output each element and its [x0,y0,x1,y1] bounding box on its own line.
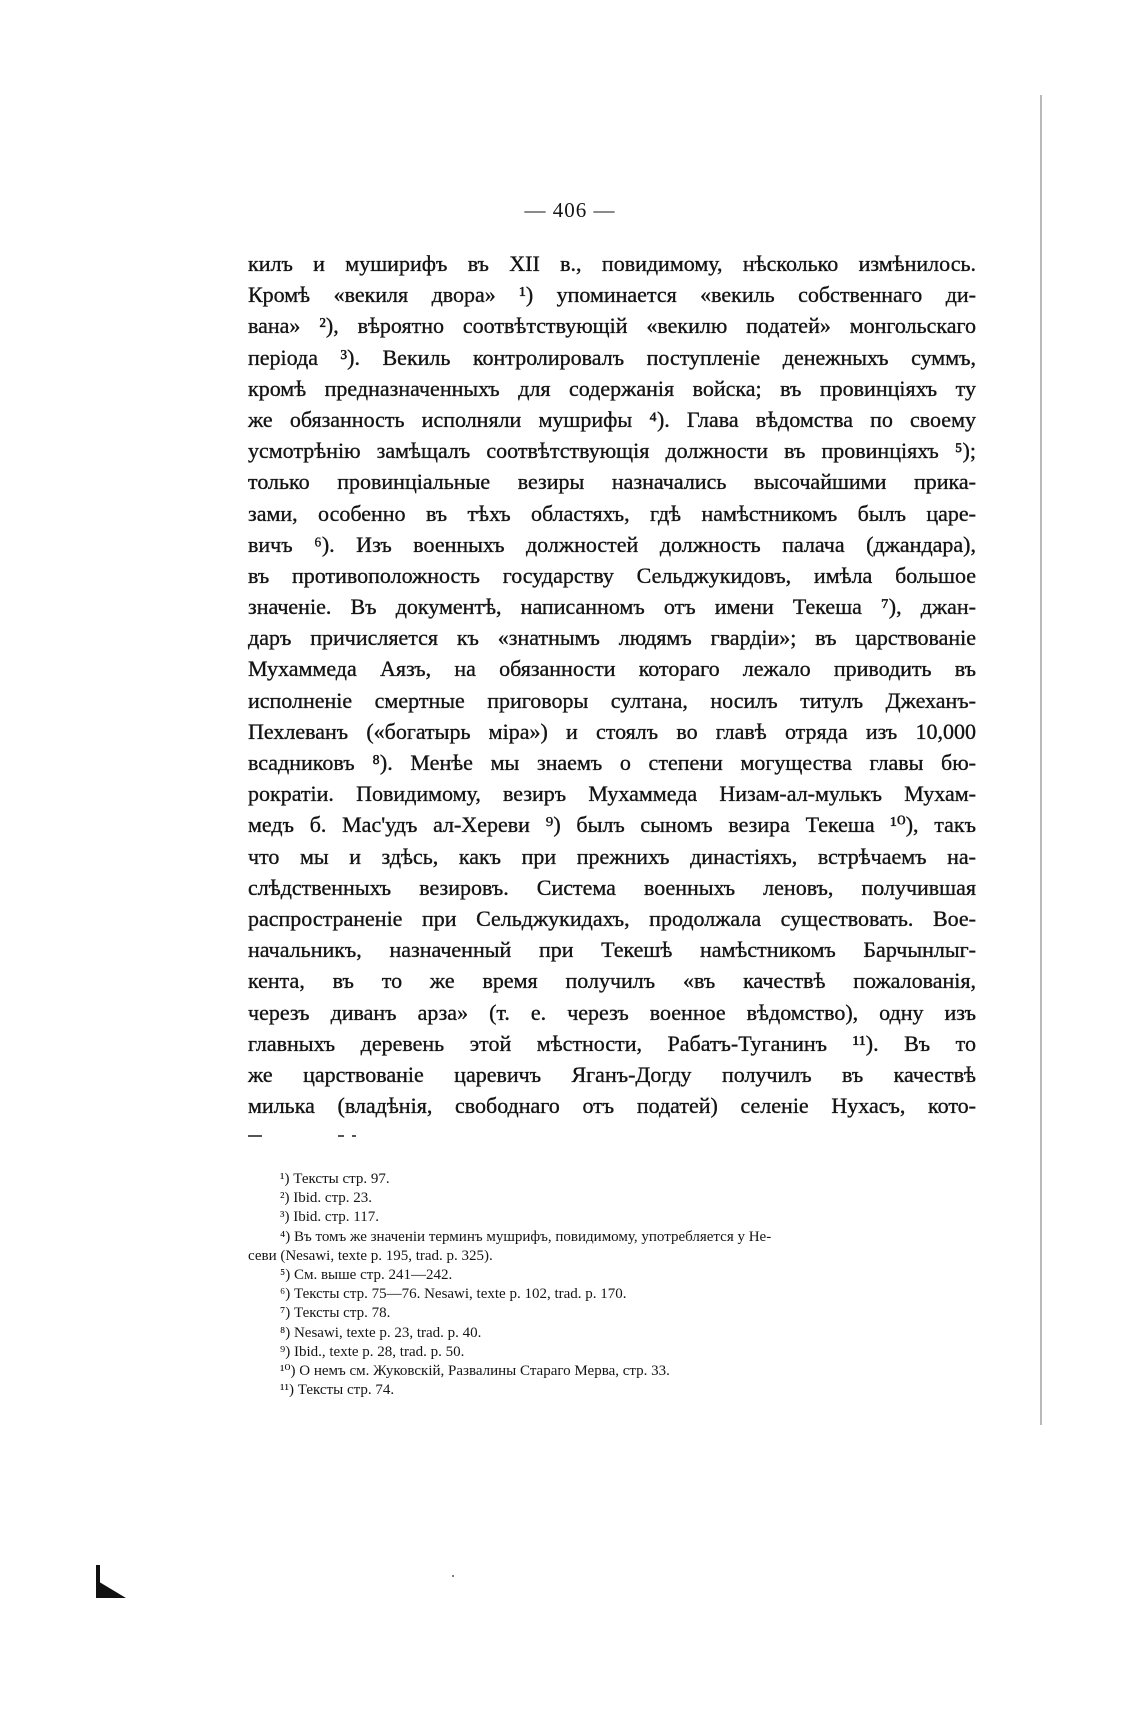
text-line: же царствованіе царевичъ Яганъ-Догду получилъ въ качествѣ [248,1061,976,1087]
text-line: милька (владѣнія, свободнаго отъ податей) селеніе Нухасъ, кото- [248,1093,976,1119]
footnote: ⁹) Ibid., texte p. 28, trad. p. 50. [280,1343,465,1360]
footnote: ⁷) Тексты стр. 78. [280,1305,391,1322]
footnote-continuation: севи (Nesawi, texte p. 195, trad. p. 325). [248,1247,493,1264]
footnote: ⁵) См. выше стр. 241—242. [280,1266,453,1283]
footnote: ²) Ibid. стр. 23. [280,1190,373,1207]
text-line: распространеніе при Сельджукидахъ, продолжала существовать. Вое- [248,905,976,931]
footnote: ⁴) Въ томъ же значеніи терминъ мушрифъ, повидимому, употребляется у Не- [280,1228,772,1245]
text-line: рократіи. Повидимому, везиръ Мухаммеда Низам-ал-мулькъ Мухам- [248,781,976,807]
footnote: ³) Ibid. стр. 117. [280,1209,379,1226]
page-number: — 406 — [524,198,616,222]
text-line: усмотрѣнію замѣщалъ соотвѣтствующія должности въ провинціяхъ ⁵); [248,438,976,464]
text-line: Кромѣ «векиля двора» ¹) упоминается «векиль собственнаго ди- [248,282,976,308]
scan-corner-triangle [96,1580,126,1598]
text-line: только провинціальные везиры назначались высочайшими прика- [248,469,976,495]
text-line: періода ³). Векиль контролировалъ поступленіе денежныхъ суммъ, [248,344,976,370]
footnote: ¹⁰) О немъ см. Жуковскій, Развалины Стараго Мерва, стр. 33. [280,1362,670,1379]
text-line: въ противоположность государству Сельджукидовъ, имѣла большое [248,562,976,588]
footnotes [248,1170,976,1400]
text-line: черезъ диванъ арза» (т. е. черезъ военное вѣдомство), одну изъ [248,999,976,1025]
text-line: всадниковъ ⁸). Менѣе мы знаемъ о степени могущества главы бю- [248,750,976,775]
text-line: главныхъ деревень этой мѣстности, Рабатъ-Туганинъ ¹¹). Въ то [248,1030,976,1056]
footnote: ¹) Тексты стр. 97. [280,1171,390,1187]
text-line: кромѣ предназначенныхъ для содержанія войска; въ провинціяхъ ту [248,375,976,401]
footnote: ⁸) Nesawi, texte p. 23, trad. p. 40. [280,1324,482,1341]
text-line: кента, въ то же время получилъ «въ качествѣ пожалованія, [248,968,976,994]
text-line: зами, особенно въ тѣхъ областяхъ, гдѣ намѣстникомъ былъ царе- [248,500,976,526]
page-edge-rule [1040,95,1042,1425]
text-line: вана» ²), вѣроятно соотвѣтствующій «векилю податей» монгольскаго [248,313,976,339]
footnote-separator [248,1135,368,1139]
text-line: что мы и здѣсь, какъ при прежнихъ династіяхъ, встрѣчаемъ на- [248,843,976,869]
text-line: медъ б. Мас'удъ ал-Хереви ⁹) былъ сыномъ везира Текеша ¹⁰), такъ [248,812,976,838]
footnote: ⁶) Тексты стр. 75—76. Nesawi, texte p. 102, trad. p. 170. [280,1286,627,1303]
text-line: же обязанность исполняли мушрифы ⁴). Глава вѣдомства по своему [248,406,976,432]
main-text [248,248,976,1121]
text-line: начальникъ, назначенный при Текешѣ намѣстникомъ Барчынлыг- [248,937,976,963]
text-line: вичъ ⁶). Изъ военныхъ должностей должность палача (джандара), [248,531,976,557]
text-line: килъ и муширифъ въ XII в., повидимому, нѣсколько измѣнилось. [248,251,976,276]
text-line: Пехлеванъ («богатырь міра») и стоялъ во главѣ отряда изъ 10,000 [248,718,976,744]
text-line: значеніе. Въ документѣ, написанномъ отъ имени Текеша ⁷), джан- [248,594,976,620]
scan-speck [452,1575,454,1577]
text-line: слѣдственныхъ везировъ. Система военныхъ леновъ, получившая [248,874,976,900]
text-line: Мухаммеда Аязъ, на обязанности котораго лежало приводить въ [248,656,976,682]
text-line: исполненіе смертные приговоры султана, носилъ титулъ Джеханъ- [248,687,976,713]
footnote: ¹¹) Тексты стр. 74. [280,1382,395,1399]
text-line: даръ причисляется къ «знатнымъ людямъ гвардіи»; въ царствованіе [248,625,976,651]
